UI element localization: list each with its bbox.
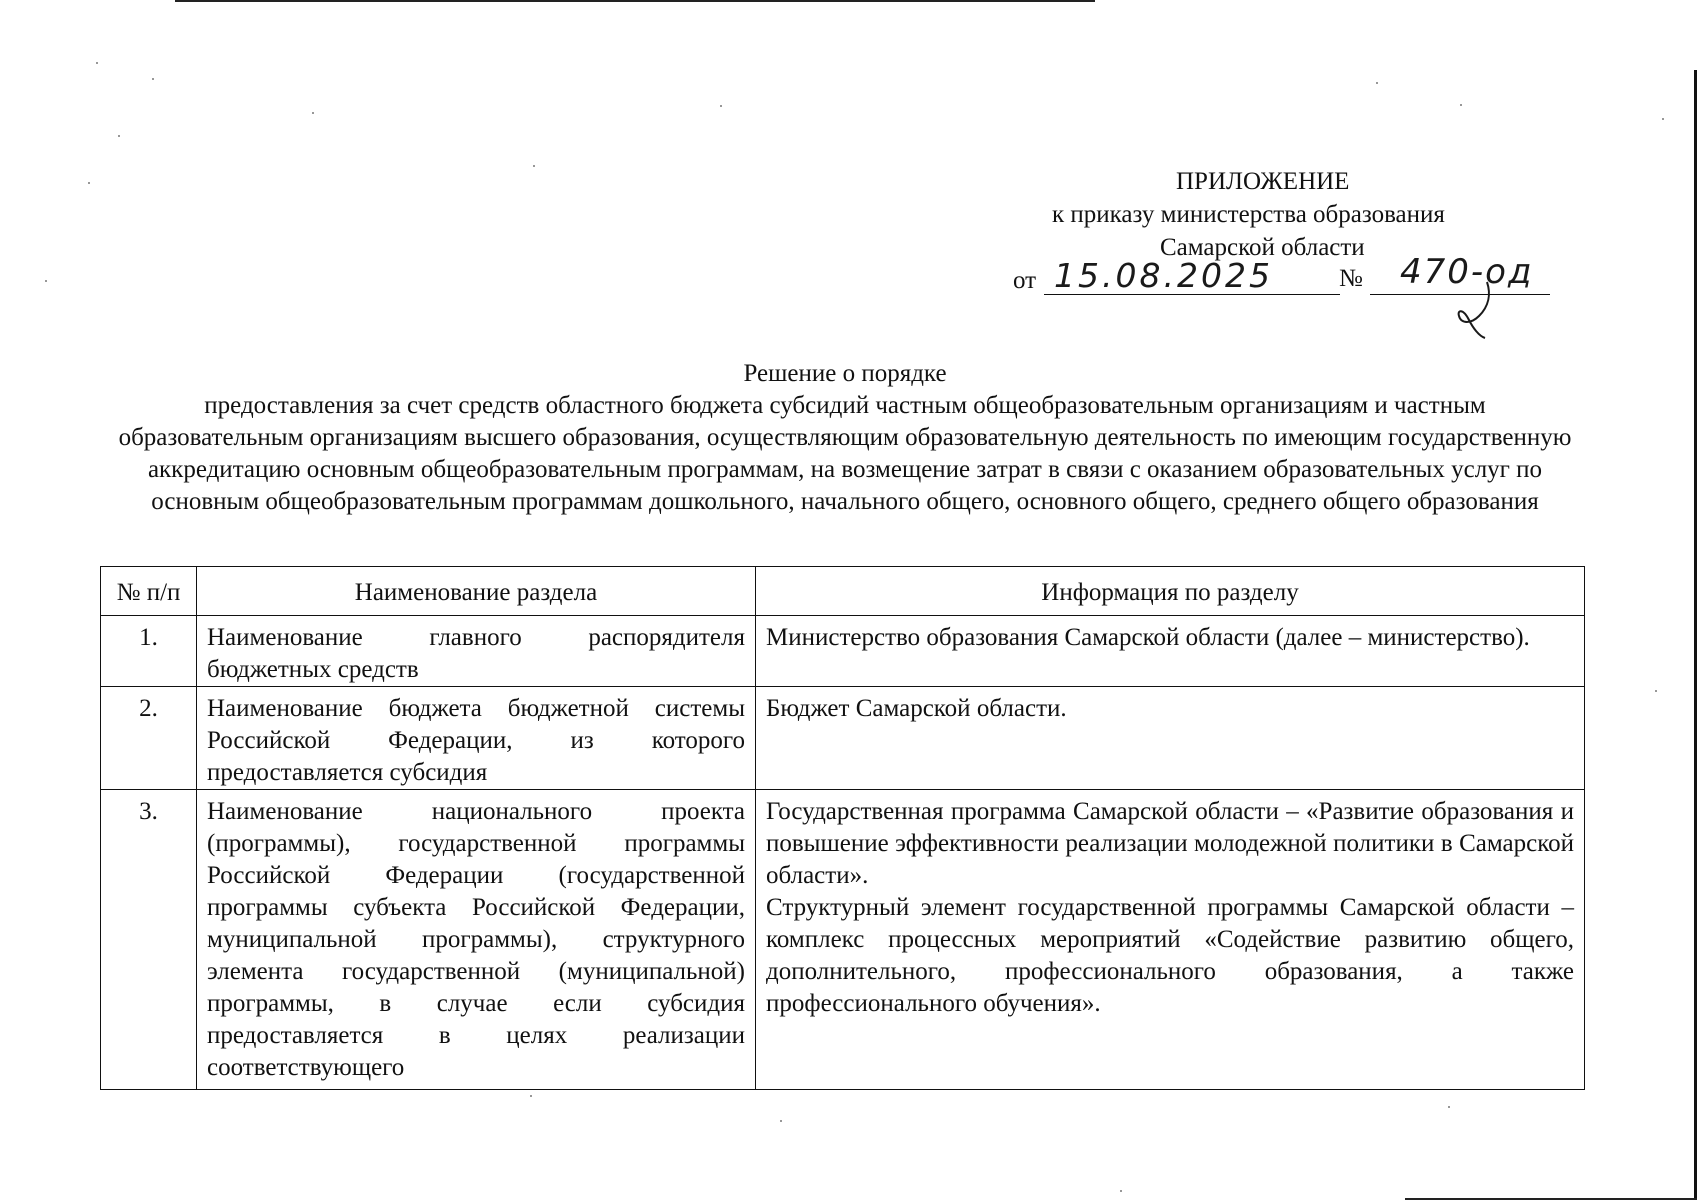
info-paragraph: Государственная программа Самарской области – «Развитие образования и повышение эффективности реализации молодежной политики в Самарской области». (766, 798, 1574, 889)
scan-speck (1655, 690, 1657, 692)
scan-speck (88, 182, 90, 184)
scan-speck (96, 62, 98, 64)
row-num: 2. (101, 687, 197, 790)
table-row (101, 790, 1585, 1090)
row-section-info (756, 790, 1585, 1090)
scan-speck (45, 280, 47, 282)
scan-speck (720, 105, 722, 107)
table-row (101, 687, 1585, 790)
appendix-title: ПРИЛОЖЕНИЕ (1176, 168, 1350, 195)
handwritten-date: 15.08.2025 (1054, 256, 1273, 295)
row-section-info (756, 687, 1585, 790)
scan-speck (152, 78, 154, 80)
info-paragraph: Структурный элемент государственной программы Самарской области – комплекс процессных мероприятий «Содействие развитию общего, дополнительного, профессионального образования, а также профессионального обучения». (766, 894, 1574, 1017)
heading-title: Решение о порядке (743, 360, 947, 387)
header-num: № п/п (101, 567, 197, 616)
scan-speck (1376, 82, 1378, 84)
row-num: 1. (101, 616, 197, 687)
info-paragraph: Министерство образования Самарской области (далее – министерство). (766, 624, 1530, 651)
header-info: Информация по разделу (756, 567, 1585, 616)
scan-speck (1120, 1190, 1122, 1192)
scan-edge-top (175, 0, 1095, 2)
row-section-name: Наименование национального проекта (программы), государственной программы Российской Федерации (государственной программы субъекта Российской Федерации, муниципальной программы), структурного элемента государственной (муниципальной) программы, в случае если субсидия предоставляется в целях реализации соответствующего (197, 790, 756, 1090)
row-section-info (756, 616, 1585, 687)
sections-table (100, 566, 1585, 1090)
scan-speck (312, 112, 314, 114)
scan-speck (533, 165, 535, 167)
number-sign: № (1339, 265, 1363, 292)
scan-speck (1662, 118, 1664, 120)
row-num: 3. (101, 790, 197, 1090)
table-row (101, 616, 1585, 687)
scan-speck (530, 1095, 532, 1097)
row-section-name: Наименование главного распорядителя бюджетных средств (197, 616, 756, 687)
handwritten-number: 470-од (1400, 252, 1534, 292)
scan-speck (1460, 104, 1462, 106)
scan-speck (1448, 1106, 1450, 1108)
heading-body: предоставления за счет средств областного бюджета субсидий частным общеобразовательным организациям и частным образовательным организациям высшего образования, осуществляющим образовательную деятельность по имеющим государственную аккредитацию основным общеобразовательным программам, на возмещение затрат в связи с оказанием образовательных услуг по основным общеобразовательным программам дошкольного, начального общего, основного общего, среднего общего образования (118, 392, 1572, 515)
document-heading (115, 358, 1575, 518)
header-name: Наименование раздела (197, 567, 756, 616)
info-paragraph: Бюджет Самарской области. (766, 695, 1067, 722)
scan-speck (118, 135, 120, 137)
date-prefix: от (1013, 267, 1037, 294)
handwritten-signature-stroke (1455, 280, 1503, 340)
row-section-name: Наименование бюджета бюджетной системы Российской Федерации, из которого предоставляется субсидия (197, 687, 756, 790)
table-header-row (101, 567, 1585, 616)
scan-speck (780, 1120, 782, 1122)
appendix-region-line: Самарской области (1160, 234, 1365, 261)
appendix-order-line: к приказу министерства образования (1052, 201, 1445, 228)
